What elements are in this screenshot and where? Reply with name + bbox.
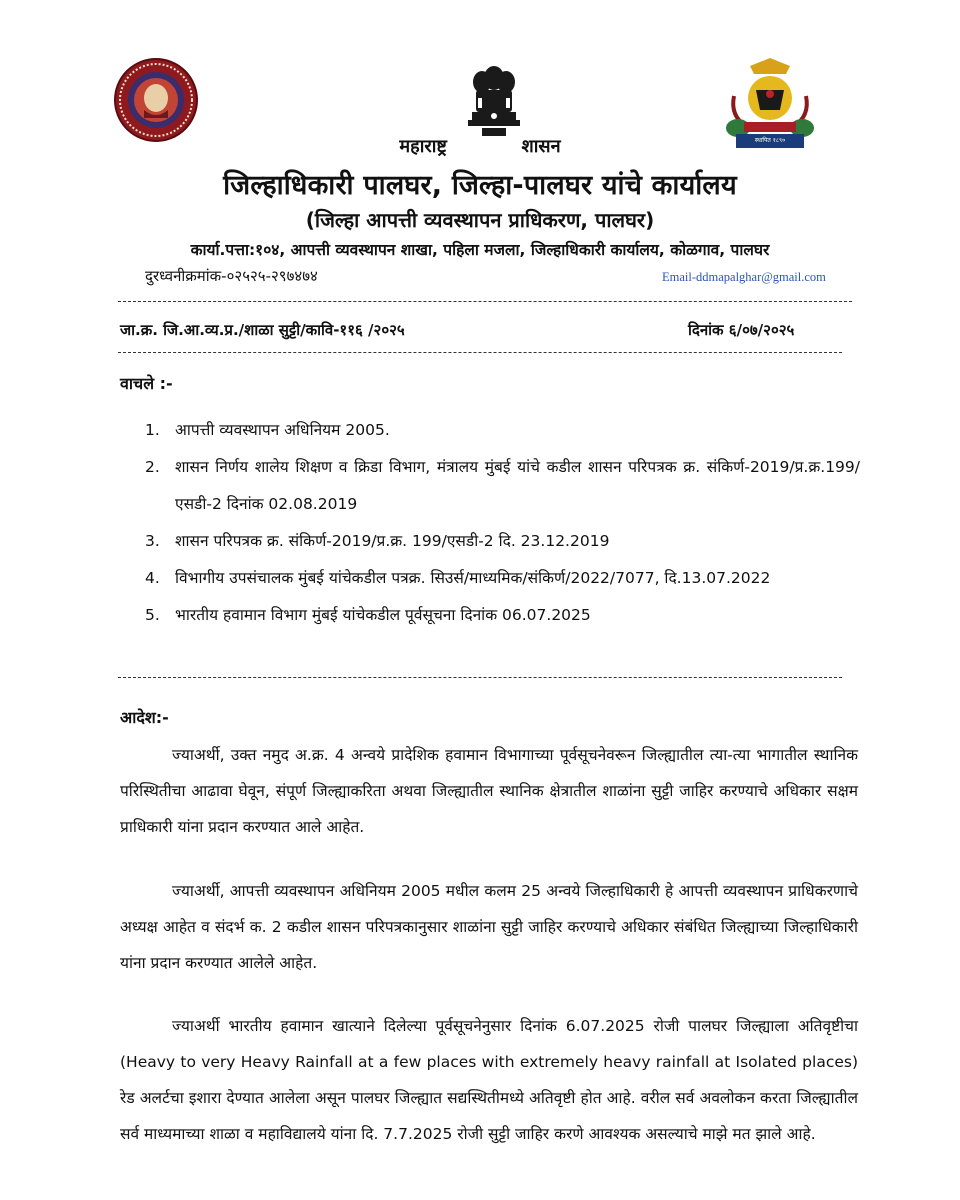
reference-date: दिनांक ६/०७/२०२५ <box>688 321 795 339</box>
list-item-number: 4. <box>145 569 160 587</box>
office-address: कार्या.पत्ता:१०४, आपत्ती व्यवस्थापन शाखा, पहिला मजला, जिल्हाधिकारी कार्यालय, कोळगाव, पालघर <box>190 241 770 259</box>
list-item-text: विभागीय उपसंचालक मुंबई यांचेकडील पत्रक्र. सिउर्स/माध्यमिक/संकिर्ण/2022/7077, दि.13.07.2022 <box>175 569 771 587</box>
list-item <box>145 560 860 597</box>
list-item-number: 2. <box>145 458 160 476</box>
reference-divider <box>118 352 842 353</box>
read-heading: वाचले :- <box>120 374 173 393</box>
state-right-label: शासन <box>521 136 561 157</box>
list-item-text: भारतीय हवामान विभाग मुंबई यांचेकडील पूर्वसूचना दिनांक 06.07.2025 <box>175 606 591 624</box>
state-line <box>0 134 960 158</box>
read-list <box>145 412 860 634</box>
list-item-text: शासन निर्णय शालेय शिक्षण व क्रिडा विभाग, मंत्रालय मुंबई यांचे कडील शासन परिपत्रक क्र. संकिर्ण-2019/प्र.क्र.199/एसडी-2 दिनांक 02.08.2019 <box>175 458 860 513</box>
office-email: Email-ddmapalghar@gmail.com <box>662 270 826 284</box>
list-item <box>145 597 860 634</box>
read-divider <box>118 677 842 678</box>
order-paragraph-2: ज्याअर्थी, आपत्ती व्यवस्थापन अधिनियम 2005 मधील कलम 25 अन्वये जिल्हाधिकारी हे आपत्ती व्यवस्थापन प्राधिकरणाचे अध्यक्ष आहेत व संदर्भ क. 2 कडील शासन परिपत्रकानुसार शाळांना सुट्टी जाहिर करण्याचे अधिकार संबंधित जिल्ह्याच्या जिल्हाधिकारी यांना प्रदान करण्यात आलेले आहेत. <box>120 882 858 972</box>
list-item <box>145 449 860 523</box>
office-subtitle: (जिल्हा आपत्ती व्यवस्थापन प्राधिकरण, पालघर) <box>305 208 655 232</box>
header-divider <box>118 301 852 302</box>
list-item-text: आपत्ती व्यवस्थापन अधिनियम 2005. <box>175 421 390 439</box>
list-item-text: शासन परिपत्रक क्र. संकिर्ण-2019/प्र.क्र. 199/एसडी-2 दि. 23.12.2019 <box>175 532 610 550</box>
order-heading: आदेश:- <box>120 708 169 727</box>
order-paragraph-3: ज्याअर्थी भारतीय हवामान खात्याने दिलेल्या पूर्वसूचनेनुसार दिनांक 6.07.2025 रोजी पालघर जिल्ह्याला अतिवृष्टीचा (Heavy to very Heavy Rainfall at a few places with extremely heavy rainfall at Isolated places) रेड अलर्टचा इशारा देण्यात आलेला असून पालघर जिल्ह्यात सद्यस्थितीमध्ये अतिवृष्टी होत आहे. वरील सर्व अवलोकन करता जिल्ह्यातील सर्व माध्यमाच्या शाळा व महाविद्यालये यांना दि. 7.7.2025 रोजी सुट्टी जाहिर करणे आवश्यक असल्याचे माझे मत झाले आहे. <box>120 1017 858 1143</box>
list-item-number: 3. <box>145 532 160 550</box>
national-emblem <box>462 62 526 144</box>
state-left-label: महाराष्ट्र <box>399 136 447 157</box>
right-seal-caption: स्थापित १८९० <box>754 137 786 144</box>
office-phone: दुरध्वनीक्रमांक-०२५२५-२९७४७४ <box>145 267 318 285</box>
list-item <box>145 412 860 449</box>
district-seal-emblem <box>114 58 198 142</box>
list-item <box>145 523 860 560</box>
office-title: जिल्हाधिकारी पालघर, जिल्हा-पालघर यांचे कार्यालय <box>223 170 737 201</box>
order-paragraph-1: ज्याअर्थी, उक्त नमुद अ.क्र. 4 अन्वये प्रादेशिक हवामान विभागाच्या पूर्वसूचनेवरून जिल्ह्यातील त्या-त्या भागातील स्थानिक परिस्थितीचा आढावा घेवून, संपूर्ण जिल्ह्याकरिता अथवा जिल्ह्यातील स्थानिक क्षेत्रातील शाळांना सुट्टी जाहिर करण्याचे अधिकार सक्षम प्राधिकारी यांना प्रदान करण्यात आले आहेत. <box>120 746 858 836</box>
list-item-number: 1. <box>145 421 160 439</box>
list-item-number: 5. <box>145 606 160 624</box>
reference-number: जा.क्र. जि.आ.व्य.प्र./शाळा सुट्टी/कावि-११६ /२०२५ <box>120 321 405 339</box>
